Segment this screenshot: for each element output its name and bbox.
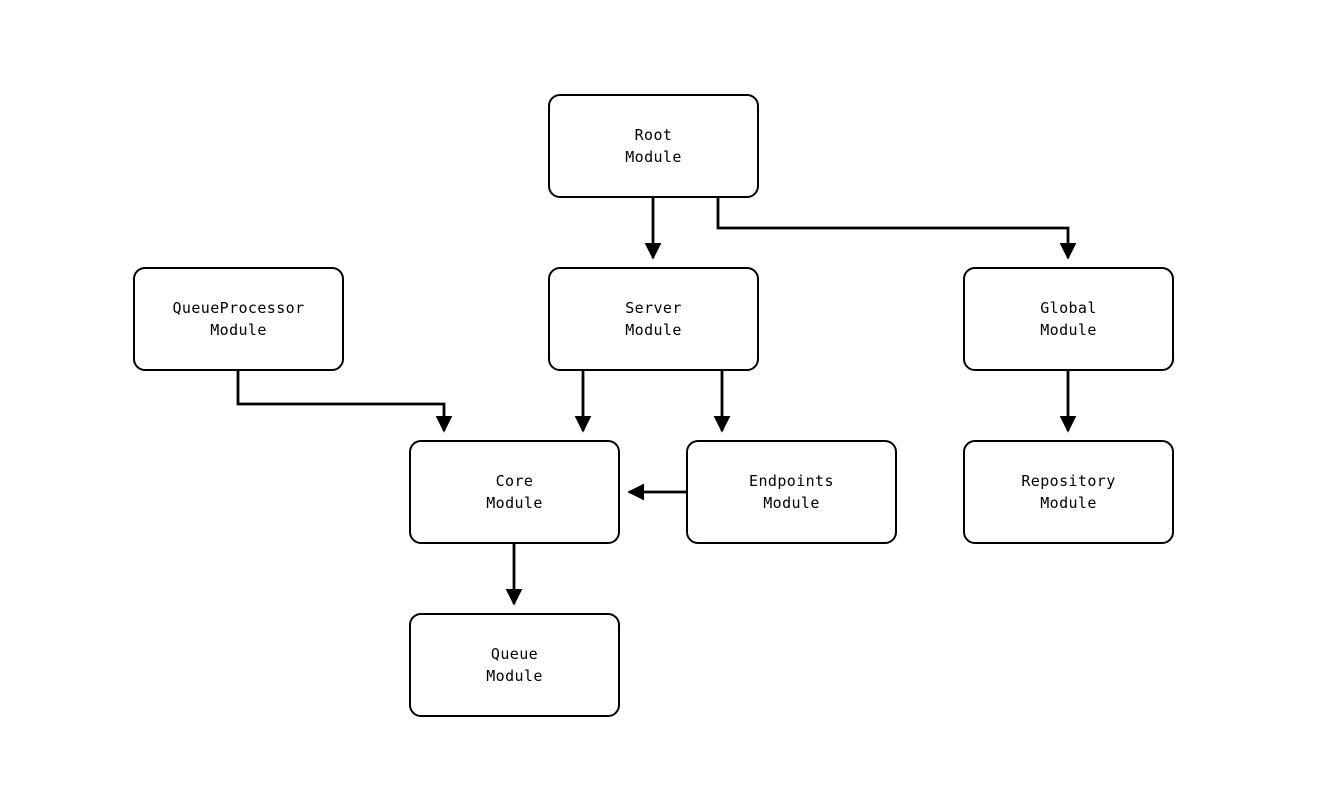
node-label-line2: Module	[210, 321, 267, 339]
edge-queueprocessor-core	[238, 371, 444, 431]
node-label-line2: Module	[1040, 494, 1097, 512]
node-label-line2: Module	[1040, 321, 1097, 339]
node-label-line1: Core	[495, 472, 534, 490]
node-core-module[interactable]	[409, 440, 620, 544]
node-queueprocessor-module[interactable]	[133, 267, 344, 371]
node-repository-module[interactable]	[963, 440, 1174, 544]
node-label-line1: Repository	[1021, 472, 1116, 490]
node-label-line2: Module	[763, 494, 820, 512]
node-label-line2: Module	[625, 148, 682, 166]
node-label-line1: QueueProcessor	[172, 299, 305, 317]
node-global-module[interactable]	[963, 267, 1174, 371]
node-root-module[interactable]	[548, 94, 759, 198]
node-label-line1: Global	[1040, 299, 1097, 317]
node-label-line1: Queue	[490, 645, 539, 663]
node-label-line1: Endpoints	[749, 472, 834, 490]
node-server-module[interactable]	[548, 267, 759, 371]
edge-root-global	[718, 198, 1068, 258]
node-label-line1: Server	[625, 299, 682, 317]
node-queue-module[interactable]	[409, 613, 620, 717]
node-label-line1: Root	[634, 126, 673, 144]
node-label-line2: Module	[486, 667, 543, 685]
node-label-line2: Module	[625, 321, 682, 339]
node-endpoints-module[interactable]	[686, 440, 897, 544]
node-label-line2: Module	[486, 494, 543, 512]
